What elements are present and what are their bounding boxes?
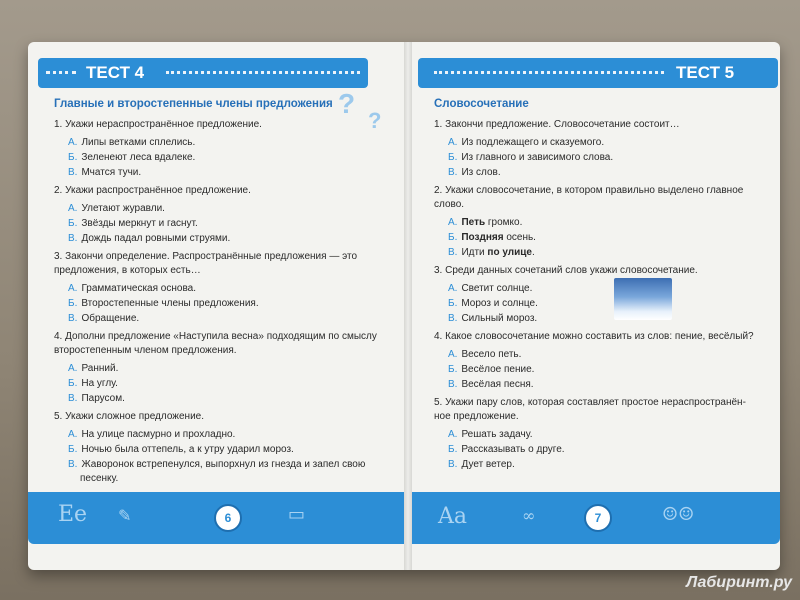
option-v[interactable]: В. Мчатся тучи. (68, 167, 142, 178)
option-b[interactable]: Б. Весёлое пение. (448, 364, 535, 375)
topic-heading: Словосочетание (434, 98, 529, 110)
option-b[interactable]: Б. На углу. (68, 378, 118, 389)
option-v[interactable]: В. Идти по улице. (448, 247, 535, 258)
test-5-header (418, 58, 778, 88)
question-4: 4. Какое словосочетание можно составить из слов: пение, весёлый? (434, 331, 754, 342)
pencil-doodle-icon: ✎ (118, 506, 132, 525)
option-v[interactable]: В. Обращение. (68, 313, 140, 324)
option-b[interactable]: Б. Звёзды меркнут и гаснут. (68, 218, 198, 229)
question-5-continuation: ное предложение. (434, 411, 519, 422)
header-dots (166, 71, 360, 78)
question-1: 1. Закончи предложение. Словосочетание состоит… (434, 119, 680, 130)
test-5-title: ТЕСТ 5 (668, 61, 742, 85)
option-v[interactable]: В. Дождь падал ровными струями. (68, 233, 231, 244)
option-v[interactable]: В. Весёлая песня. (448, 379, 534, 390)
page-number-6: 6 (214, 504, 242, 532)
option-a[interactable]: А. Из подлежащего и сказуемого. (448, 137, 605, 148)
question-2: 2. Укажи распространённое предложение. (54, 185, 251, 196)
children-doodle-icon: ☺☺ (662, 504, 695, 525)
option-a[interactable]: А. Весело петь. (448, 349, 522, 360)
option-v[interactable]: В. Парусом. (68, 393, 125, 404)
topic-heading: Главные и второстепенные члены предложения (54, 98, 333, 110)
option-b[interactable]: Б. Поздняя осень. (448, 232, 536, 243)
option-v[interactable]: В. Из слов. (448, 167, 501, 178)
question-3-continuation: предложения, в которых есть… (54, 265, 201, 276)
option-v[interactable]: В. Сильный мороз. (448, 313, 538, 324)
left-page (38, 58, 398, 538)
question-5: 5. Укажи пару слов, которая составляет простое нераспространён- (434, 397, 746, 408)
option-a[interactable]: А. Ранний. (68, 363, 119, 374)
question-4: 4. Дополни предложение «Наступила весна» подходящим по смыслу (54, 331, 377, 342)
test-4-header (38, 58, 368, 88)
header-dots (46, 71, 76, 78)
question-3: 3. Среди данных сочетаний слов укажи словосочетание. (434, 265, 698, 276)
question-2-continuation: слово. (434, 199, 465, 210)
option-a[interactable]: А. Светит солнце. (448, 283, 533, 294)
question-2: 2. Укажи словосочетание, в котором правильно выделено главное (434, 185, 744, 196)
winter-landscape-image (614, 278, 672, 320)
option-v-continuation: песенку. (80, 473, 119, 484)
question-4-continuation: второстепенным членом предложения. (54, 345, 237, 356)
option-a[interactable]: А. Решать задачу. (448, 429, 533, 440)
right-footer-band (412, 492, 780, 544)
question-3: 3. Закончи определение. Распространённые предложения — это (54, 251, 358, 262)
option-b[interactable]: Б. Мороз и солнце. (448, 298, 538, 309)
page-number-7: 7 (584, 504, 612, 532)
option-v[interactable]: В. Дует ветер. (448, 459, 515, 470)
header-dots (434, 71, 664, 78)
left-footer-band (28, 492, 404, 544)
book-doodle-icon: ▭ (288, 504, 306, 525)
option-b[interactable]: Б. Зеленеют леса вдалеке. (68, 152, 196, 163)
question-5: 5. Укажи сложное предложение. (54, 411, 204, 422)
option-a[interactable]: А. Липы ветками сплелись. (68, 137, 196, 148)
book-spine (404, 42, 412, 570)
option-b[interactable]: Б. Из главного и зависимого слова. (448, 152, 614, 163)
watermark-text: Лабиринт.ру (686, 574, 792, 591)
option-b[interactable]: Б. Второстепенные члены предложения. (68, 298, 259, 309)
glasses-doodle-icon: ∞ (522, 506, 536, 525)
option-b[interactable]: Б. Рассказывать о друге. (448, 444, 565, 455)
question-mark-decoration: ? (338, 88, 356, 119)
option-b[interactable]: Б. Ночью была оттепель, а к утру ударил мороз. (68, 444, 294, 455)
letters-doodle-icon: Aa (438, 504, 468, 529)
option-a[interactable]: А. Петь громко. (448, 217, 523, 228)
letters-doodle-icon: Ee (58, 502, 88, 527)
test-4-title: ТЕСТ 4 (78, 61, 152, 85)
option-a[interactable]: А. Грамматическая основа. (68, 283, 196, 294)
option-a[interactable]: А. На улице пасмурно и прохладно. (68, 429, 236, 440)
question-mark-decoration: ? (368, 108, 382, 133)
option-a[interactable]: А. Улетают журавли. (68, 203, 165, 214)
question-1: 1. Укажи нераспространённое предложение. (54, 119, 262, 130)
right-page (418, 58, 778, 538)
option-v[interactable]: В. Жаворонок встрепенулся, выпорхнул из гнезда и запел свою (68, 459, 366, 470)
